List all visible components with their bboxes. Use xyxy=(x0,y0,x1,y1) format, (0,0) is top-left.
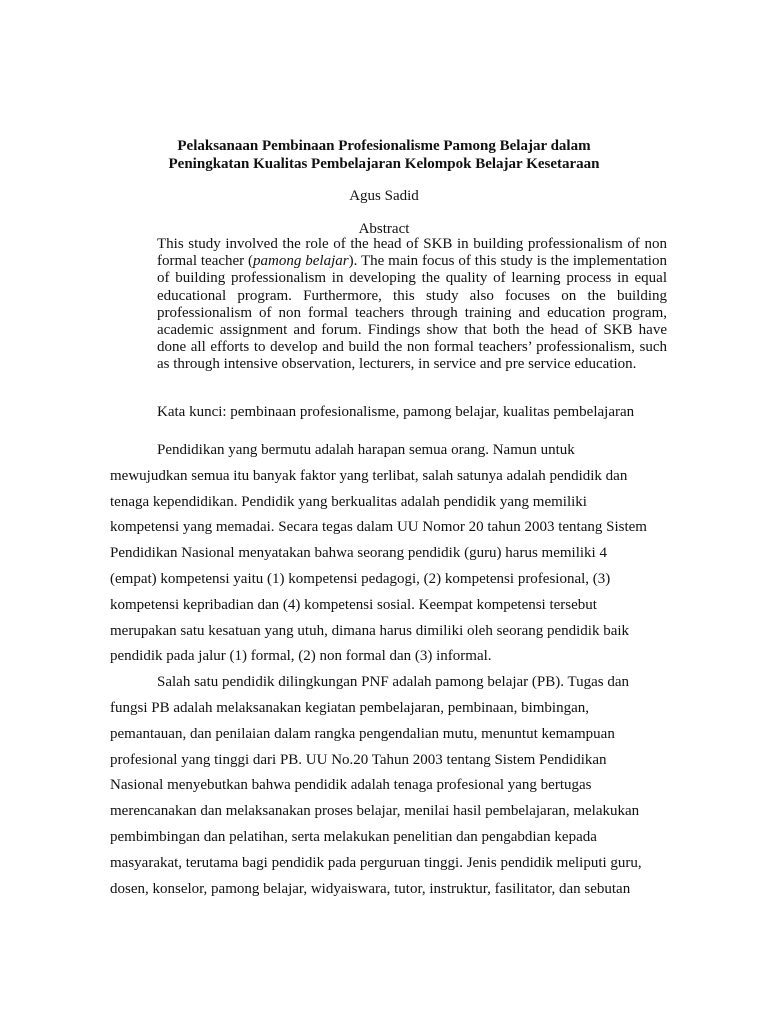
paragraph-line: tenaga kependidikan. Pendidik yang berkualitas adalah pendidik yang memiliki xyxy=(110,493,587,510)
paragraph-line: Salah satu pendidik dilingkungan PNF adalah pamong belajar (PB). Tugas dan xyxy=(157,674,630,691)
paragraph-line: Pendidikan yang bermutu adalah harapan semua orang. Namun untuk xyxy=(157,442,575,458)
title-line-1: Pelaksanaan Pembinaan Profesionalisme Pamong Belajar dalam xyxy=(177,138,591,154)
paragraph-line: Pendidikan Nasional menyatakan bahwa seorang pendidik (guru) harus memiliki 4 xyxy=(110,545,607,562)
abstract-heading: Abstract xyxy=(358,221,410,237)
paragraph-2 xyxy=(110,670,670,902)
paragraph-line: Nasional menyebutkan bahwa pendidik adalah tenaga profesional yang bertugas xyxy=(110,777,592,794)
paragraph-1 xyxy=(110,438,670,670)
paragraph-line: masyarakat, terutama bagi pendidik pada perguruan tinggi. Jenis pendidik meliputi guru, xyxy=(110,854,642,871)
abstract-text-part-1: This study involved the role of the head of SKB in building professionalism of non formal teacher ( xyxy=(157,236,667,270)
paragraph-line: (empat) kompetensi yaitu (1) kompetensi pedagogi, (2) kompetensi profesional, (3) xyxy=(110,570,611,587)
body-text xyxy=(110,438,670,902)
paragraph-line: pembimbingan dan pelatihan, serta melakukan penelitian dan pengabdian kepada xyxy=(110,828,597,845)
abstract-italic-term: pamong belajar xyxy=(253,253,349,270)
author-name: Agus Sadid xyxy=(349,188,419,204)
title-line-2: Peningkatan Kualitas Pembelajaran Kelompok Belajar Kesetaraan xyxy=(168,156,600,172)
keywords: Kata kunci: pembinaan profesionalisme, pamong belajar, kualitas pembelajaran xyxy=(157,404,635,420)
paragraph-line: mewujudkan semua itu banyak faktor yang terlibat, salah satunya adalah pendidik dan xyxy=(110,467,628,484)
paragraph-line: pemantauan, dan penilaian dalam rangka pengendalian mutu, menuntut kemampuan xyxy=(110,725,615,742)
abstract-text xyxy=(157,236,667,374)
paragraph-line: fungsi PB adalah melaksanakan kegiatan pembelajaran, pembinaan, bimbingan, xyxy=(110,699,590,716)
paper-title xyxy=(0,137,768,173)
paragraph-line: pendidik pada jalur (1) formal, (2) non formal dan (3) informal. xyxy=(110,648,492,665)
paragraph-line: kompetensi yang memadai. Secara tegas dalam UU Nomor 20 tahun 2003 tentang Sistem xyxy=(110,519,647,536)
paragraph-line: profesional yang tinggi dari PB. UU No.20 Tahun 2003 tentang Sistem Pendidikan xyxy=(110,751,607,768)
paragraph-line: merupakan satu kesatuan yang utuh, dimana harus dimiliki oleh seorang pendidik baik xyxy=(110,622,630,639)
paragraph-line: kompetensi kepribadian dan (4) kompetensi sosial. Keempat kompetensi tersebut xyxy=(110,596,597,613)
paragraph-line: dosen, konselor, pamong belajar, widyaiswara, tutor, instruktur, fasilitator, dan sebutan xyxy=(110,880,631,897)
abstract-text-part-2: ). The main focus of this study is the implementation of building professionalism in developing the quality of learning process in equal educational program. Furthermore, this study also focuses on the building professionalism of non formal teachers through training and education program, academic assignment and forum. Findings show that both the head of SKB have done all efforts to develop and build the non formal teachers’ professionalism, such as through intensive observation, lecturers, in service and pre service education. xyxy=(157,253,667,373)
paragraph-line: merencanakan dan melaksanakan proses belajar, menilai hasil pembelajaran, melakukan xyxy=(110,803,640,820)
